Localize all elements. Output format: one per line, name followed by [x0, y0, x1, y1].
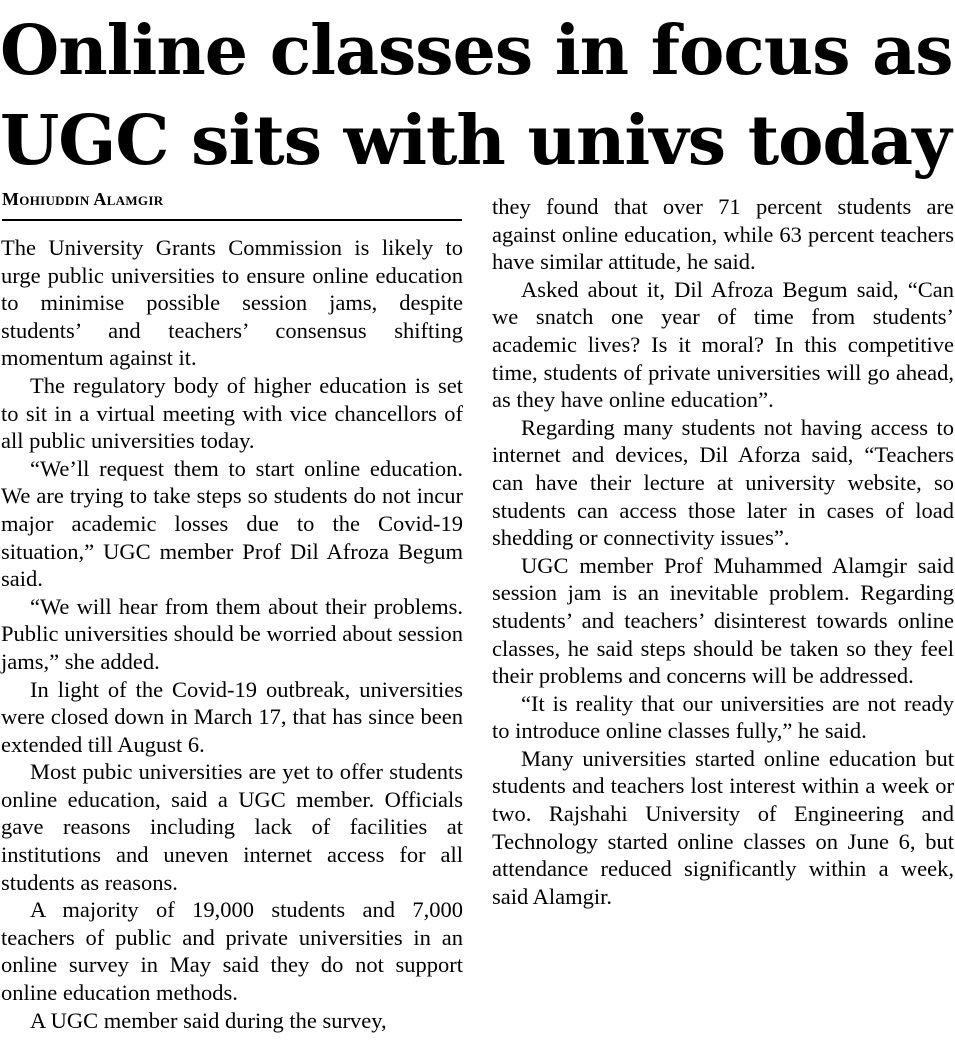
paragraph: they found that over 71 percent students are against online education, while 63 percent teachers have similar attitude, he said.	[492, 194, 954, 275]
paragraph: A majority of 19,000 students and 7,000 teachers of public and private universities in an online survey in May said they do not support online education methods.	[1, 897, 463, 1006]
paragraph: Asked about it, Dil Afroza Begum said, “Can we snatch one year of time from students’ academic lives? Is it moral? In this competitive time, students of private universities will go ahead, as they have online education”.	[492, 276, 954, 413]
paragraph: A UGC member said during the survey,	[30, 1007, 387, 1033]
left-column	[1, 234, 463, 1034]
paragraph: Regarding many students not having access to internet and devices, Dil Aforza said, “Teachers can have their lecture at university website, so students can access those later in cases of load shedding or connectivity issues”.	[492, 414, 954, 551]
paragraph: UGC member Prof Muhammed Alamgir said session jam is an inevitable problem. Regarding students’ and teachers’ disinterest towards online classes, he said steps should be taken so they feel their problems and concerns will be addressed.	[492, 552, 954, 689]
right-column	[492, 193, 954, 910]
paragraph: “It is reality that our universities are not ready to introduce online classes fully,” he said.	[492, 690, 954, 744]
headline-line-1: Online classes in focus as	[0, 11, 953, 91]
paragraph: The regulatory body of higher education is set to sit in a virtual meeting with vice chancellors of all public universities today.	[1, 372, 463, 454]
headline	[0, 6, 955, 186]
paragraph: Most pubic universities are yet to offer students online education, said a UGC member. Officials gave reasons including lack of facilities at institutions and uneven internet access for all students as reasons.	[1, 759, 463, 895]
headline-line-2: UGC sits with univs today	[0, 101, 951, 181]
paragraph: In light of the Covid-19 outbreak, universities were closed down in March 17, that has since been extended till August 6.	[1, 676, 463, 757]
paragraph: “We will hear from them about their problems. Public universities should be worried about session jams,” she added.	[1, 593, 463, 674]
paragraph: Many universities started online education but students and teachers lost interest within a week or two. Rajshahi University of Engineering and Technology started online classes on June 6, but attendance reduced significantly within a week, said Alamgir.	[492, 745, 954, 909]
paragraph: The University Grants Commission is likely to urge public universities to ensure online education to minimise possible session jams, despite students’ and teachers’ consensus shifting momentum against it.	[1, 235, 463, 371]
paragraph: “We’ll request them to start online education. We are trying to take steps so students do not incur major academic losses due to the Covid-19 situation,” UGC member Prof Dil Afroza Begum said.	[1, 455, 463, 592]
byline: Mohiuddin Alamgir	[2, 189, 462, 221]
